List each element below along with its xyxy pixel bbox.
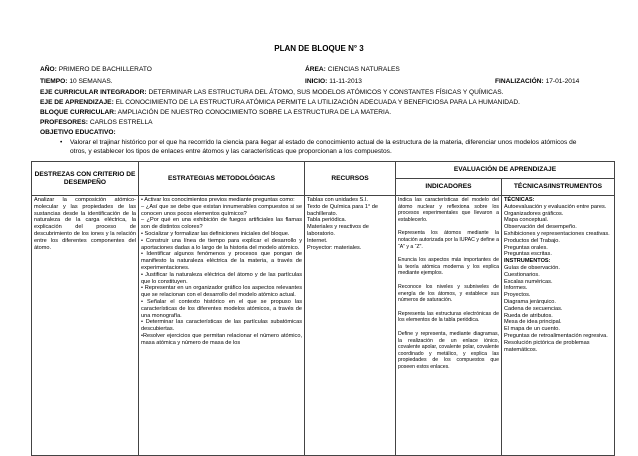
- bullet-icon: •: [60, 139, 63, 146]
- estrategia-item: – ¿Así que se debe que existan innumerables compuestos si se conocen unos pocos elementos químicos?: [141, 203, 302, 217]
- tecnica-item: Preguntas orales.: [504, 244, 548, 251]
- area-value: CIENCIAS NATURALES: [327, 66, 400, 73]
- fin-value: 17-01-2014: [545, 78, 580, 85]
- eje-aprendizaje-line: [40, 99, 520, 107]
- indicador-item: Reconoce los niveles y subniveles de energía de los átomos, y establece sus números de saturación.: [398, 283, 499, 304]
- recurso-item: Internet.: [307, 237, 328, 244]
- anio-value: PRIMERO DE BACHILLERATO: [58, 66, 152, 73]
- tiempo-value: 10 SEMANAS.: [69, 78, 113, 85]
- indicadores-cell: [396, 196, 502, 456]
- recurso-item: Texto de Química para 1° de bachillerato.: [307, 203, 378, 217]
- instrumento-item: Informes.: [504, 285, 528, 292]
- profesores-line: [40, 119, 153, 127]
- area-line: [305, 66, 400, 74]
- indicador-item: Define y representa, mediante diagramas, la realización de un enlace iónico, covalente apolar, covalente polar, covalente coordinado y metálico, y explica las propiedades de los compuestos que poseen estos enlaces.: [398, 330, 499, 370]
- inicio-line: [305, 78, 362, 86]
- inicio-value: 11-11-2013: [329, 78, 362, 85]
- anio-line: [40, 66, 152, 74]
- bloque-value: AMPLIACIÓN DE NUESTRO CONOCIMIENTO SOBRE LA ESTRUCTURA DE LA MATERIA.: [117, 109, 392, 116]
- eje-curricular-label: EJE CURRICULAR INTEGRADOR:: [40, 89, 147, 96]
- area-label: ÁREA:: [305, 66, 326, 73]
- instrumento-item: Escalas numéricas.: [504, 278, 553, 285]
- eje-curricular-line: [40, 89, 503, 97]
- tecnica-item: Mapa conceptual.: [504, 217, 549, 224]
- page-title: PLAN DE BLOQUE N° 3: [274, 44, 364, 53]
- eje-aprendizaje-label: EJE DE APRENDIZAJE:: [40, 99, 114, 106]
- instrumento-item: Rueda de atributos.: [504, 312, 553, 319]
- tecnicas-cell: [502, 196, 615, 456]
- estrategia-item: • Representar en un organizador gráfico los aspectos relevantes que se relacionan con el desarrollo del modelo atómico actual.: [141, 285, 302, 299]
- profesores-label: PROFESORES:: [40, 119, 88, 126]
- inicio-label: INICIO:: [305, 78, 328, 85]
- col-estrategias: ESTRATEGIAS METODOLÓGICAS: [139, 162, 305, 196]
- col-destrezas: DESTREZAS CON CRITERIO DE DESEMPEÑO: [32, 162, 139, 196]
- instrumento-item: Cadena de secuencias.: [504, 305, 563, 312]
- indicador-item: Representa los átomos mediante la notación autorizada por la IUPAC y define a “A” y a “Z”.: [398, 230, 499, 250]
- instrumento-item: Preguntas de retroalimentación regresiva.: [504, 332, 608, 339]
- tecnica-item: Productos del Trabajo.: [504, 237, 560, 244]
- col-tecnicas: TÉCNICAS/INSTRUMENTOS: [502, 179, 615, 196]
- recurso-item: Tabla periódica.: [307, 217, 347, 224]
- recurso-item: Proyector: materiales.: [307, 244, 362, 251]
- indicador-item: Enuncia los aspectos más importantes de la teoría atómica moderna y los explica mediante ejemplos.: [398, 257, 499, 277]
- recursos-cell: [305, 196, 396, 456]
- estrategia-item: • Construir una línea de tiempo para explicar el desarrollo y aportaciones dadas a lo largo de la historia del modelo atómico.: [141, 237, 302, 251]
- eje-curricular-value: DETERMINAR LAS ESTRUCTURA DEL ÁTOMO, SUS MODELOS ATÓMICOS Y CONSTANTES FÍSICAS Y QUÍMICAS.: [148, 89, 504, 96]
- plan-table: [31, 161, 615, 456]
- tiempo-line: [40, 78, 113, 86]
- estrategia-item: • Socializar y formalizar las definiciones iniciales del bloque.: [141, 230, 290, 237]
- instrumento-item: Cuestionarios.: [504, 271, 540, 278]
- indicador-item: Representa las estructuras electrónicas de los elementos de la tabla periódica.: [398, 310, 499, 324]
- instrumento-item: El mapa de un cuento.: [504, 326, 560, 333]
- fin-label: FINALIZACIÓN:: [495, 78, 544, 85]
- estrategia-item: •Resolver ejercicios que permitan relacionar el número atómico, masa atómica y número de masa de los: [141, 332, 302, 346]
- finalizacion-line: [495, 78, 579, 86]
- estrategia-item: • Identificar algunos fenómenos y procesos que pongan de manifiesto la naturaleza eléctrica de la materia, a través de experimentaciones.: [141, 251, 302, 271]
- estrategia-item: • Justificar la naturaleza eléctrica del átomo y de las partículas que lo constituyen.: [141, 271, 302, 285]
- tecnica-item: Exhibiciones y representaciones creativas.: [504, 230, 610, 237]
- profesores-value: CARLOS ESTRELLA: [89, 119, 153, 126]
- destrezas-cell: Analizar la composición atómico-molecular y las propiedades de las sustancias desde la identificación de la naturaleza de la carga eléctrica, la explicación del proceso de descubrimiento de los iones y la relación entre los diferentes componentes del átomo.: [32, 196, 139, 456]
- estrategia-item: • Determinar las características de las partículas subatómicas descubiertas.: [141, 319, 302, 333]
- estrategia-item: – ¿Por qué en una exhibición de fuegos artificiales las flamas son de distintos colores?: [141, 217, 302, 231]
- instrumento-item: Resolución pictórica de problemas matemáticos.: [504, 339, 590, 353]
- col-indicadores: INDICADORES: [396, 179, 502, 196]
- instrumento-item: Guías de observación.: [504, 264, 560, 271]
- estrategia-item: • Señalar el contexto histórico en el que se propuso las características de los diferentes modelos atómicos, a través de una monografía.: [141, 298, 302, 319]
- objetivo-line: [40, 129, 116, 137]
- eje-aprendizaje-value: EL CONOCIMIENTO DE LA ESTRUCTURA ATÓMICA PERMITE LA UTILIZACIÓN ADECUADA Y BENEFICIOSA PARA LA HUMANIDAD.: [115, 99, 521, 106]
- estrategia-item: • Activar los conocimientos previos mediante preguntas como:: [141, 197, 295, 203]
- col-evaluacion: EVALUACIÓN DE APRENDIZAJE: [396, 162, 615, 179]
- table-header-row: [32, 162, 615, 179]
- instrumentos-title: INSTRUMENTOS:: [504, 258, 551, 265]
- objetivo-label: OBJETIVO EDUCATIVO:: [40, 129, 116, 136]
- tiempo-label: TIEMPO:: [40, 78, 68, 85]
- instrumento-item: Mesa de idea principal.: [504, 319, 562, 326]
- bloque-label: BLOQUE CURRICULAR:: [40, 109, 117, 116]
- table-row: [32, 196, 615, 456]
- anio-label: AÑO:: [40, 66, 57, 73]
- estrategias-cell: [139, 196, 305, 456]
- tecnica-item: Observación del desempeño.: [504, 224, 577, 231]
- recurso-item: Tablas con unidades S.I.: [307, 197, 368, 203]
- indicador-item: Indica las características del modelo del átomo nuclear y reflexiona sobre los procesos experimentales que llevaron a establecerlo.: [398, 197, 499, 223]
- instrumento-item: Diagrama jerárquico.: [504, 298, 556, 305]
- tecnica-item: Organizadores gráficos.: [504, 210, 564, 217]
- objetivo-value: Valorar el trajinar histórico por el que ha recorrido la ciencia para llegar al estado de conocimiento actual de la estructura de la materia, diferenciar unos modelos atómicos de otros, y establecer los tipos de enlaces entre átomos y las características que proporcionan a los compuestos.: [70, 139, 577, 155]
- tecnica-item: Autoevaluación y evaluación entre pares.: [504, 203, 607, 210]
- instrumento-item: Proyectos.: [504, 292, 531, 299]
- col-recursos: RECURSOS: [305, 162, 396, 196]
- recurso-item: Materiales y reactivos de laboratorio.: [307, 224, 369, 237]
- tecnica-item: Preguntas escritas.: [504, 251, 552, 258]
- tecnicas-title: TÉCNICAS:: [504, 197, 535, 203]
- bloque-line: [40, 109, 391, 117]
